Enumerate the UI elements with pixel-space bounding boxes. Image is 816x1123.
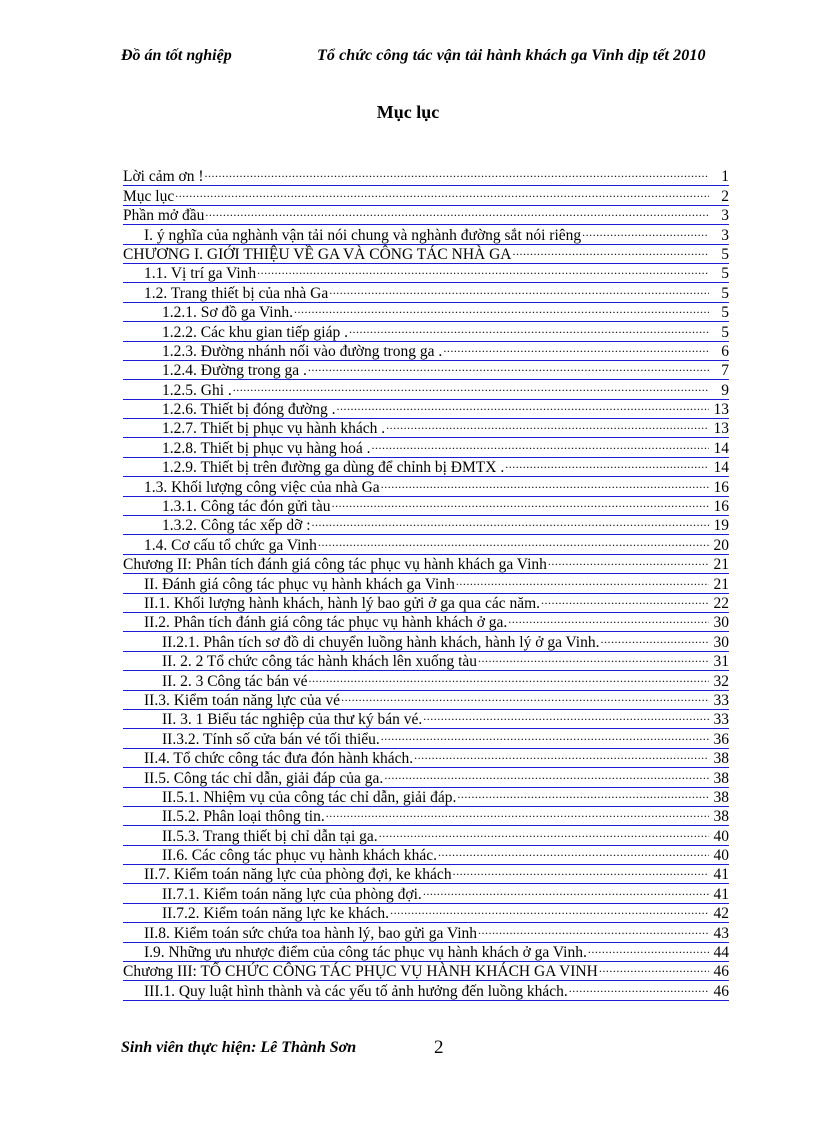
toc-entry-page: 30 (713, 633, 729, 651)
toc-entry-text: Chương III: TỔ CHỨC CÔNG TÁC PHỤC VỤ HÀNH KHÁCH GA VINH (123, 963, 598, 981)
toc-entry-page: 13 (713, 401, 729, 419)
toc-entry-text: II.6. Các công tác phục vụ hành khách khác. (162, 847, 438, 865)
toc-dot-leader (329, 283, 709, 298)
toc-entry[interactable] (123, 555, 729, 574)
toc-entry-page: 46 (713, 982, 729, 1000)
toc-entry-page: 5 (721, 265, 729, 283)
toc-dot-leader (438, 846, 709, 861)
toc-entry-text: II. Đánh giá công tác phục vụ hành khách ga Vinh (144, 575, 455, 593)
toc-entry[interactable] (123, 535, 729, 554)
toc-entry-text: 1.3.1. Công tác đón gửi tàu (162, 498, 331, 516)
toc-entry-page: 16 (713, 498, 729, 516)
toc-entry[interactable] (123, 807, 729, 826)
toc-entry-text: 1.2.8. Thiết bị phục vụ hàng hoá . (162, 439, 371, 457)
toc-entry-page: 38 (713, 769, 729, 787)
toc-entry[interactable] (123, 788, 729, 807)
toc-entry[interactable] (123, 342, 729, 361)
toc-dot-leader (381, 729, 709, 744)
toc-entry-page: 21 (713, 556, 729, 574)
toc-entry-page: 16 (713, 478, 729, 496)
toc-entry-page: 19 (713, 517, 729, 535)
toc-entry-text: II. 2. 3 Công tác bán vé (162, 672, 308, 690)
toc-entry[interactable] (123, 574, 729, 593)
toc-entry-page: 20 (713, 536, 729, 554)
toc-dot-leader (453, 865, 709, 880)
toc-entry-page: 36 (713, 730, 729, 748)
toc-entry[interactable] (123, 826, 729, 845)
toc-dot-leader (457, 788, 709, 803)
toc-entry-text: II.7. Kiểm toán năng lực của phòng đợi, ke khách (144, 866, 452, 884)
toc-entry[interactable] (123, 419, 729, 438)
toc-dot-leader (384, 768, 709, 783)
toc-entry-page: 5 (721, 323, 729, 341)
toc-entry-text: II.2.1. Phân tích sơ đồ di chuyển luồng hành khách, hành lý ở ga Vinh. (162, 633, 600, 651)
toc-entry-text: Lời cảm ơn ! (123, 168, 204, 186)
page-footer (121, 1039, 746, 1063)
toc-entry-page: 5 (721, 284, 729, 302)
toc-entry-page: 33 (713, 711, 729, 729)
toc-entry[interactable] (123, 671, 729, 690)
table-of-contents (123, 167, 729, 1001)
page-number: 2 (434, 1037, 444, 1058)
toc-entry-text: 1.2.9. Thiết bị trên đường ga dùng để chỉnh bị ĐMTX . (162, 459, 505, 477)
toc-entry-page: 40 (713, 827, 729, 845)
toc-dot-leader (478, 652, 709, 667)
toc-entry-page: 40 (713, 847, 729, 865)
toc-entry[interactable] (123, 438, 729, 457)
toc-entry[interactable] (123, 749, 729, 768)
toc-entry-text: CHƯƠNG I. GIỚI THIỆU VỀ GA VÀ CÔNG TÁC NHÀ GA (123, 245, 512, 263)
toc-entry-text: II.1. Khối lượng hành khách, hành lý bao gửi ở ga qua các năm. (144, 594, 541, 612)
toc-entry-page: 38 (713, 808, 729, 826)
toc-entry-text: Mục lục (123, 187, 175, 205)
toc-entry[interactable] (123, 167, 729, 186)
toc-entry[interactable] (123, 962, 729, 981)
toc-entry-text: II.4. Tổ chức công tác đưa đón hành khách. (144, 750, 414, 768)
toc-entry-page: 33 (713, 691, 729, 709)
toc-dot-leader (379, 826, 709, 841)
toc-dot-leader (386, 419, 709, 434)
toc-entry[interactable] (123, 322, 729, 341)
toc-dot-leader (309, 671, 710, 686)
header-document-title: Tổ chức công tác vận tải hành khách ga Vinh dịp tết 2010 (317, 47, 706, 64)
toc-entry-text: 1.2. Trang thiết bị của nhà Ga (144, 284, 329, 302)
toc-entry-text: 1.2.7. Thiết bị phục vụ hành khách . (162, 420, 386, 438)
toc-entry-page: 31 (713, 653, 729, 671)
toc-dot-leader (175, 186, 709, 201)
toc-dot-leader (381, 477, 709, 492)
toc-dot-leader (326, 807, 709, 822)
toc-entry-text: 1.3.2. Công tác xếp dỡ : (162, 517, 311, 535)
toc-entry-text: 1.4. Cơ cấu tổ chức ga Vinh (144, 536, 317, 554)
toc-entry[interactable] (123, 594, 729, 613)
toc-entry[interactable] (123, 361, 729, 380)
toc-entry-page: 42 (713, 905, 729, 923)
toc-dot-leader (541, 594, 709, 609)
toc-entry[interactable] (123, 225, 729, 244)
toc-entry-text: II.5.1. Nhiệm vụ của công tác chỉ dẫn, giải đáp. (162, 788, 457, 806)
toc-entry-text: II.8. Kiểm toán sức chứa toa hành lý, bao gửi ga Vinh (144, 924, 478, 942)
toc-entry[interactable] (123, 380, 729, 399)
toc-entry[interactable] (123, 400, 729, 419)
toc-dot-leader (205, 167, 709, 182)
toc-entry[interactable] (123, 923, 729, 942)
toc-entry-page: 21 (713, 575, 729, 593)
toc-dot-leader (312, 516, 709, 531)
toc-dot-leader (569, 981, 709, 996)
toc-entry-text: II.5. Công tác chỉ dẫn, giải đáp của ga. (144, 769, 384, 787)
toc-entry-page: 1 (721, 168, 729, 186)
toc-entry-page: 2 (721, 187, 729, 205)
toc-entry-text: II. 3. 1 Biểu tác nghiệp của thư ký bán vé. (162, 711, 423, 729)
toc-entry-text: I. ý nghĩa của nghành vận tải nói chung và nghành đường sắt nói riêng (144, 226, 582, 244)
toc-entry-page: 13 (713, 420, 729, 438)
toc-dot-leader (582, 225, 709, 240)
toc-entry-page: 6 (721, 342, 729, 360)
toc-dot-leader (423, 884, 709, 899)
toc-entry-text: Chương II: Phân tích đánh giá công tác phục vụ hành khách ga Vinh (123, 556, 547, 574)
toc-dot-leader (588, 943, 709, 958)
toc-entry[interactable] (123, 613, 729, 632)
toc-entry-page: 30 (713, 614, 729, 632)
toc-entry-page: 32 (713, 672, 729, 690)
toc-entry[interactable] (123, 865, 729, 884)
toc-entry-page: 41 (713, 885, 729, 903)
toc-entry-page: 5 (721, 304, 729, 322)
toc-dot-leader (414, 749, 709, 764)
toc-entry-text: II.2. Phân tích đánh giá công tác phục vụ hành khách ở ga. (144, 614, 508, 632)
toc-dot-leader (336, 400, 709, 415)
toc-entry-text: II.7.1. Kiểm toán năng lực của phòng đợi. (162, 885, 422, 903)
toc-entry[interactable] (123, 245, 729, 264)
toc-entry-text: 1.2.4. Đường trong ga . (162, 362, 307, 380)
toc-entry[interactable] (123, 303, 729, 322)
toc-entry-text: 1.2.2. Các khu gian tiếp giáp . (162, 323, 348, 341)
toc-entry[interactable] (123, 691, 729, 710)
toc-entry-text: III.1. Quy luật hình thành và các yếu tố ảnh hưởng đến luồng khách. (144, 982, 568, 1000)
toc-dot-leader (349, 322, 709, 337)
toc-entry-page: 14 (713, 439, 729, 457)
toc-dot-leader (390, 904, 709, 919)
toc-dot-leader (341, 691, 709, 706)
header-document-type: Đồ án tốt nghiệp (121, 47, 232, 64)
toc-entry[interactable] (123, 497, 729, 516)
toc-dot-leader (205, 206, 709, 221)
toc-entry-page: 44 (713, 944, 729, 962)
toc-entry[interactable] (123, 206, 729, 225)
toc-dot-leader (599, 962, 709, 977)
toc-entry-page: 3 (721, 226, 729, 244)
toc-dot-leader (505, 458, 709, 473)
toc-entry[interactable] (123, 846, 729, 865)
toc-entry-text: II.5.2. Phân loại thông tin. (162, 808, 325, 826)
toc-entry-page: 22 (713, 594, 729, 612)
toc-entry-text: II.5.3. Trang thiết bị chỉ dẫn tại ga. (162, 827, 378, 845)
toc-dot-leader (478, 923, 709, 938)
toc-entry[interactable] (123, 943, 729, 962)
toc-entry-text: II.3.2. Tính số cửa bán vé tối thiểu. (162, 730, 380, 748)
footer-author: Sinh viên thực hiện: Lê Thành Sơn (121, 1039, 357, 1056)
toc-entry[interactable] (123, 186, 729, 205)
toc-entry-text: 1.2.1. Sơ đồ ga Vinh. (162, 304, 293, 322)
toc-entry-page: 7 (721, 362, 729, 380)
toc-entry-text: 1.1. Vị trí ga Vinh (144, 265, 257, 283)
toc-dot-leader (443, 342, 709, 357)
toc-entry[interactable] (123, 458, 729, 477)
toc-entry-text: II.7.2. Kiểm toán năng lực ke khách. (162, 905, 390, 923)
toc-entry-text: 1.2.3. Đường nhánh nối vào đường trong ga . (162, 342, 443, 360)
toc-dot-leader (332, 497, 709, 512)
toc-dot-leader (318, 535, 709, 550)
toc-dot-leader (548, 555, 709, 570)
toc-entry[interactable] (123, 710, 729, 729)
toc-entry[interactable] (123, 981, 729, 1000)
toc-entry[interactable] (123, 264, 729, 283)
toc-entry-page: 14 (713, 459, 729, 477)
toc-entry[interactable] (123, 516, 729, 535)
toc-entry-page: 46 (713, 963, 729, 981)
toc-entry-page: 38 (713, 788, 729, 806)
toc-entry[interactable] (123, 477, 729, 496)
toc-entry[interactable] (123, 632, 729, 651)
toc-entry-page: 41 (713, 866, 729, 884)
page-header (121, 47, 746, 71)
toc-entry[interactable] (123, 729, 729, 748)
toc-entry-page: 38 (713, 750, 729, 768)
toc-entry-page: 43 (713, 924, 729, 942)
toc-entry-page: 5 (721, 245, 729, 263)
page-title: Mục lục (376, 102, 440, 122)
toc-dot-leader (372, 438, 709, 453)
toc-entry-text: 1.3. Khối lượng công việc của nhà Ga (144, 478, 380, 496)
toc-dot-leader (257, 264, 709, 279)
toc-entry[interactable] (123, 768, 729, 787)
toc-dot-leader (423, 710, 709, 725)
toc-entry-text: II. 2. 2 Tổ chức công tác hành khách lên xuống tàu (162, 653, 478, 671)
toc-entry-text: 1.2.5. Ghi . (162, 381, 232, 399)
toc-dot-leader (294, 303, 709, 318)
toc-entry[interactable] (123, 283, 729, 302)
toc-entry-text: Phần mở đầu (123, 207, 205, 225)
toc-entry[interactable] (123, 884, 729, 903)
toc-entry-text: I.9. Những ưu nhược điểm của công tác phục vụ hành khách ở ga Vinh. (144, 944, 587, 962)
toc-entry-page: 9 (721, 381, 729, 399)
toc-entry-text: 1.2.6. Thiết bị đóng đường . (162, 401, 336, 419)
toc-entry[interactable] (123, 652, 729, 671)
toc-dot-leader (456, 574, 709, 589)
toc-dot-leader (512, 245, 709, 260)
toc-dot-leader (233, 380, 709, 395)
toc-entry-page: 3 (721, 207, 729, 225)
toc-dot-leader (600, 632, 709, 647)
toc-entry-text: II.3. Kiểm toán năng lực của vé (144, 691, 341, 709)
toc-entry[interactable] (123, 904, 729, 923)
toc-dot-leader (308, 361, 709, 376)
toc-dot-leader (508, 613, 709, 628)
